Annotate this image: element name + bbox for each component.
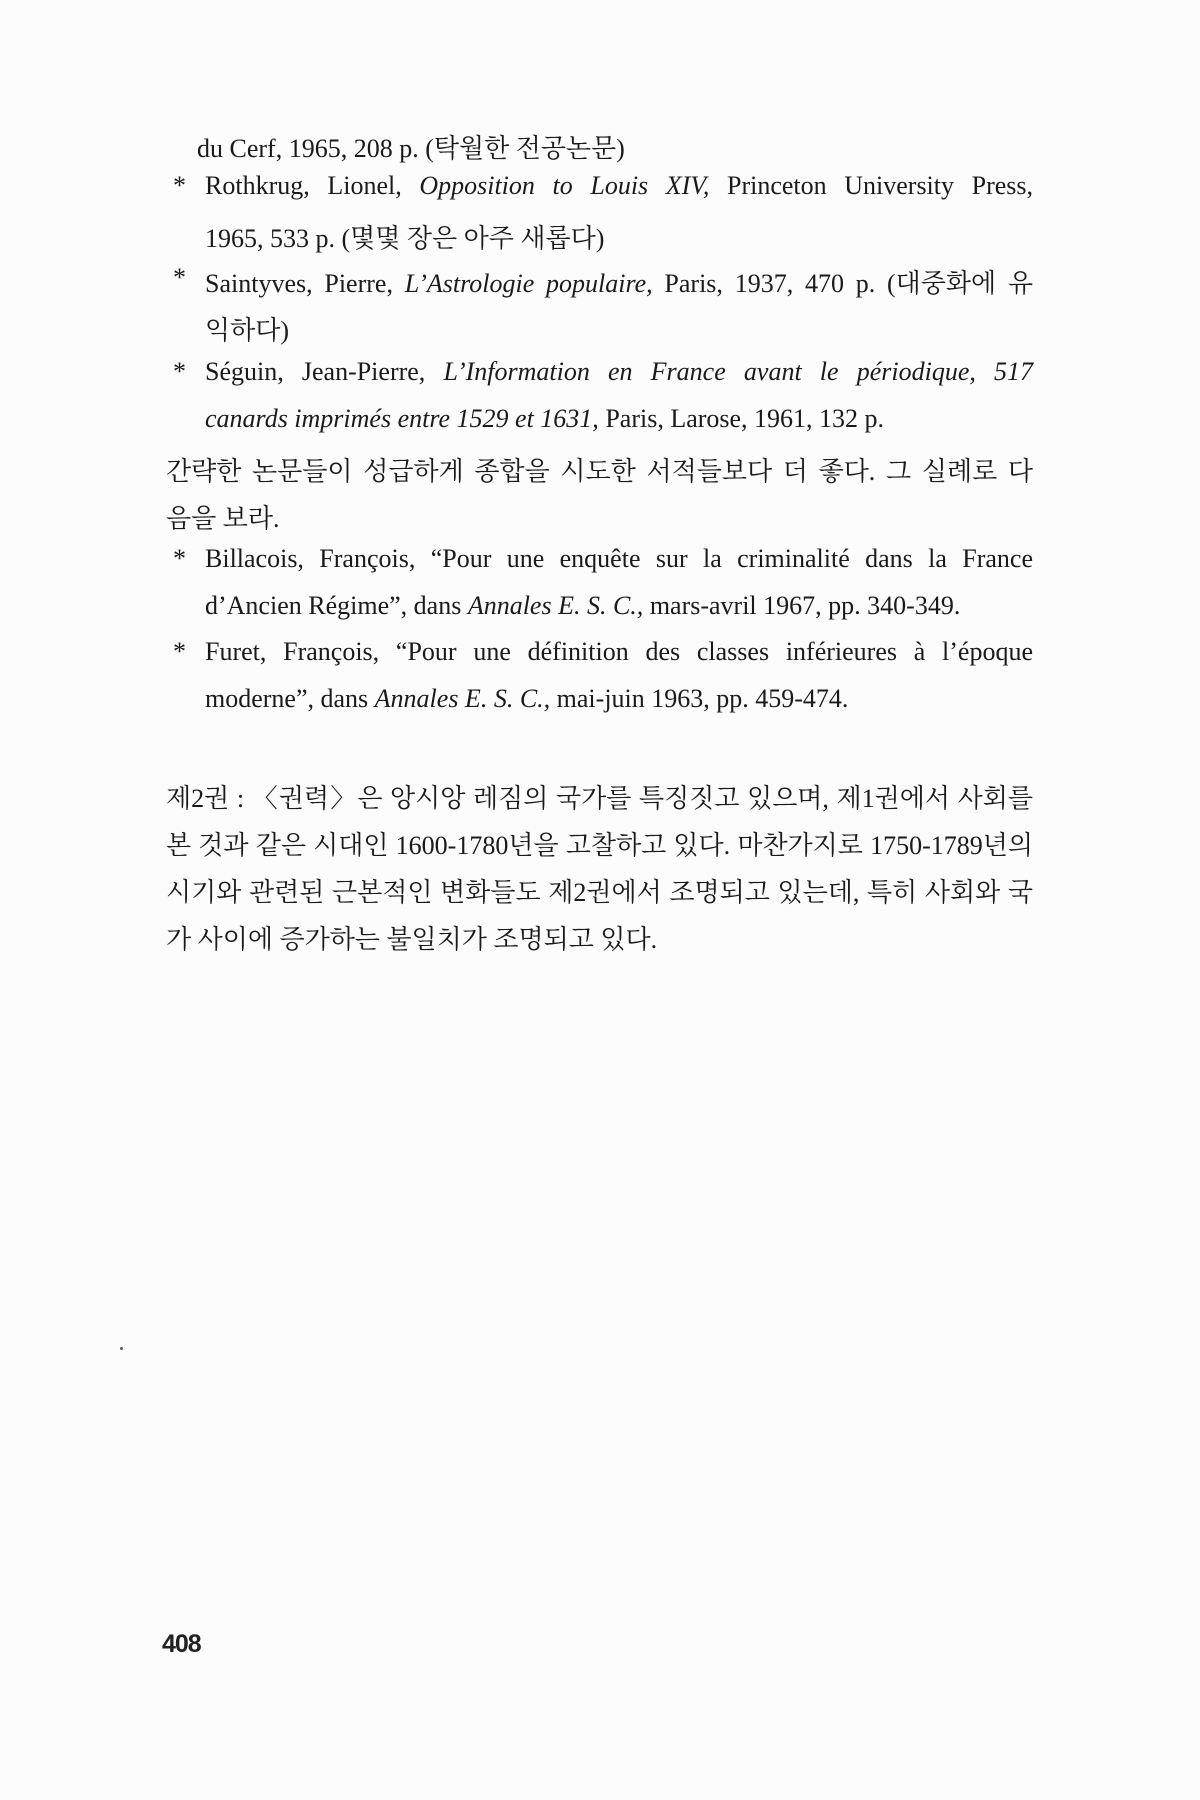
bib-entry-saintyves: Saintyves, Pierre, L’Astrologie populaire, Paris, 1937, 470 p. (대중화에 유	[205, 269, 1033, 298]
bullet-star: *	[173, 171, 186, 200]
article-furet-line2: moderne”, dans Annales E. S. C., mai-juin 1963, pp. 459-474.	[205, 684, 849, 713]
article-billacois-line2: d’Ancien Régime”, dans Annales E. S. C., mars-avril 1967, pp. 340-349.	[205, 591, 961, 620]
volume2-paragraph-line2: 본 것과 같은 시대인 1600-1780년을 고찰하고 있다. 마찬가지로 1750-1789년의	[166, 831, 1033, 860]
article-billacois: Billacois, François, “Pour une enquête sur la criminalité dans la France	[205, 544, 1033, 573]
volume2-paragraph-line4: 가 사이에 증가하는 불일치가 조명되고 있다.	[166, 925, 658, 954]
volume2-paragraph-line3: 시기와 관련된 근본적인 변화들도 제2권에서 조명되고 있는데, 특히 사회와 국	[166, 878, 1033, 907]
bullet-star: *	[173, 544, 186, 573]
bullet-star: *	[173, 357, 186, 386]
scan-speck	[120, 1347, 123, 1350]
article-furet: Furet, François, “Pour une définition des classes inférieures à l’époque	[205, 637, 1033, 666]
bib-entry-saintyves-line2: 익하다)	[205, 316, 290, 345]
bib-entry-rothkrug: Rothkrug, Lionel, Opposition to Louis XIV, Princeton University Press,	[205, 171, 1034, 200]
volume2-paragraph: 제2권 : 〈권력〉은 앙시앙 레짐의 국가를 특징짓고 있으며, 제1권에서 사회를	[166, 784, 1033, 813]
intro-paragraph: 간략한 논문들이 성급하게 종합을 시도한 서적들보다 더 좋다. 그 실례로 다	[166, 457, 1033, 486]
page-number: 408	[162, 1630, 201, 1658]
bib-entry-rothkrug-line2: 1965, 533 p. (몇몇 장은 아주 새롭다)	[205, 224, 605, 253]
intro-paragraph-line2: 음을 보라.	[166, 504, 280, 533]
bullet-star: *	[173, 637, 186, 666]
bullet-star: *	[173, 263, 186, 292]
bib-continuation: du Cerf, 1965, 208 p. (탁월한 전공논문)	[197, 134, 625, 163]
bib-entry-seguin: Séguin, Jean-Pierre, L’Information en France avant le périodique, 517	[205, 357, 1034, 386]
bib-entry-seguin-line2: canards imprimés entre 1529 et 1631, Paris, Larose, 1961, 132 p.	[205, 404, 885, 433]
